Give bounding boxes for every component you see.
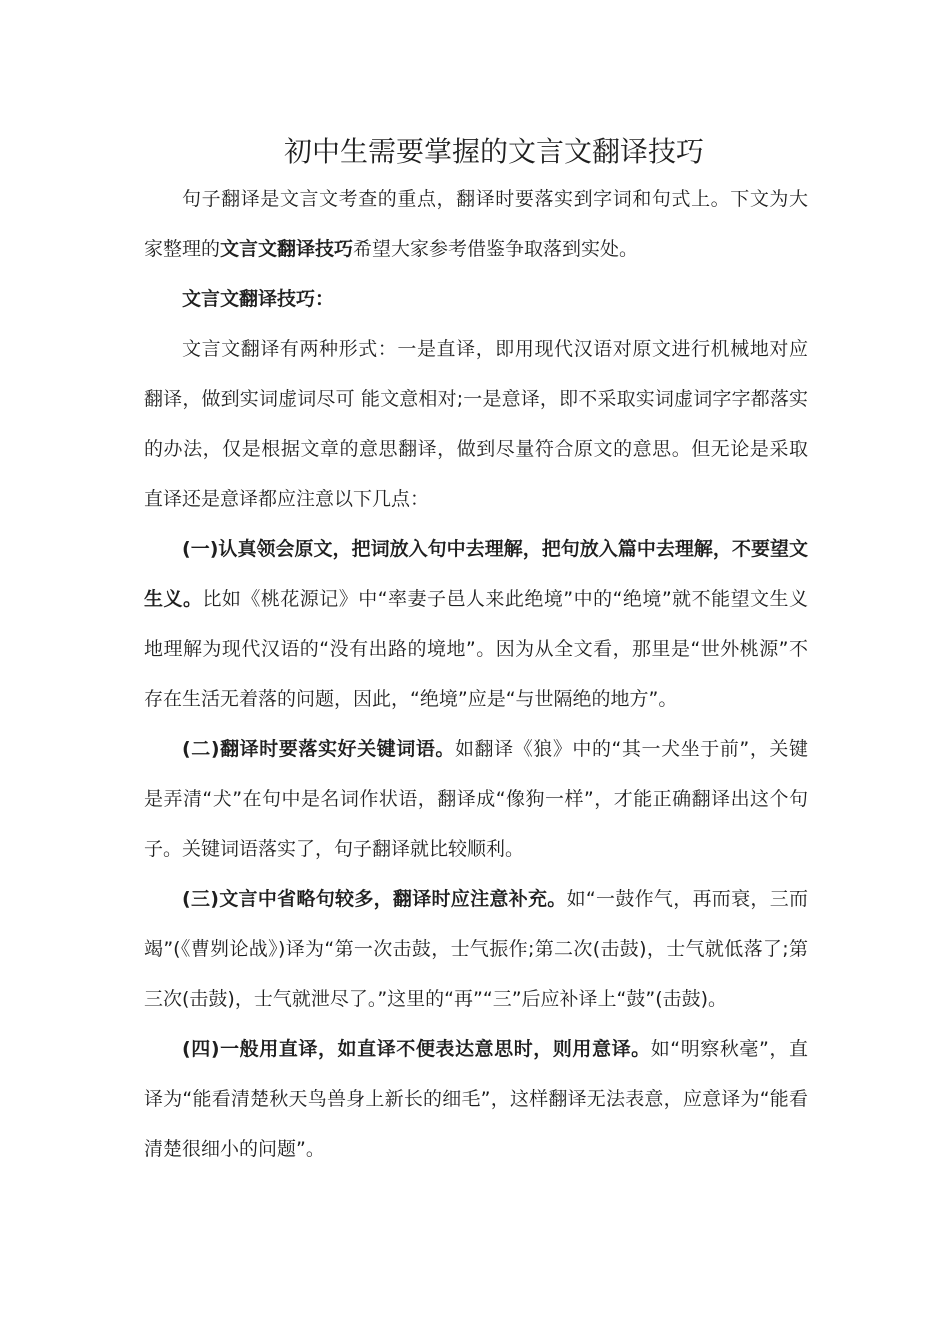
point-body-1: 比如《桃花源记》中“率妻子邑人来此绝境”中的“绝境”就不能望文生义地理解为现代汉语的“没有出路的境地”。因为从全文看，那里是“世外桃源”不存在生活无着落的问题，因此，“绝境”应是“与世隔绝的地方”。 [144, 588, 808, 710]
section-heading-paragraph [144, 274, 808, 324]
section-heading: 文言文翻译技巧： [182, 288, 335, 310]
point-paragraph-3 [144, 874, 808, 1024]
intro-bold-keyword: 文言文翻译技巧 [220, 238, 354, 260]
point-paragraph-4 [144, 1024, 808, 1174]
point-paragraph-1 [144, 524, 808, 724]
point-heading-2: (二)翻译时要落实好关键词语。 [182, 738, 455, 760]
document-title: 初中生需要掌握的文言文翻译技巧 [283, 135, 704, 168]
point-heading-4: (四)一般用直译，如直译不便表达意思时，则用意译。 [182, 1038, 651, 1060]
point-heading-3: (三)文言中省略句较多，翻译时应注意补充。 [182, 888, 567, 910]
point-heading-1: (一)认真领会原文，把词放入句中去理解，把句放入篇中去理解，不要望文生义。 [144, 538, 808, 610]
point-body-3: 如“一鼓作气，再而衰，三而竭”(《曹刿论战》)译为“第一次击鼓，士气振作;第二次(击鼓)，士气就低落了;第三次(击鼓)，士气就泄尽了。”这里的“再”“三”后应补译上“鼓”(击鼓)。 [144, 888, 808, 1010]
intro-text-end: 希望大家参考借鉴争取落到实处。 [353, 238, 639, 260]
point-body-2: 如翻译《狼》中的“其一犬坐于前”，关键是弄清“犬”在句中是名词作状语，翻译成“像狗一样”，才能正确翻译出这个句子。关键词语落实了，句子翻译就比较顺利。 [144, 738, 808, 860]
intro-paragraph [144, 174, 808, 274]
point-body-4: 如“明察秋毫”，直译为“能看清楚秋天鸟兽身上新长的细毛”，这样翻译无法表意，应意译为“能看清楚很细小的问题”。 [144, 1038, 808, 1160]
overview-paragraph: 文言文翻译有两种形式：一是直译，即用现代汉语对原文进行机械地对应翻译，做到实词虚词尽可 能文意相对;一是意译，即不采取实词虚词字字都落实的办法，仅是根据文章的意思翻译，做到尽量符合原文的意思。但无论是采取直译还是意译都应注意以下几点： [144, 338, 808, 510]
intro-text: 句子翻译是文言文考查的重点，翻译时要落实到字词和句式上。下文为大家整理的 [144, 188, 808, 260]
point-paragraph-2 [144, 724, 808, 874]
